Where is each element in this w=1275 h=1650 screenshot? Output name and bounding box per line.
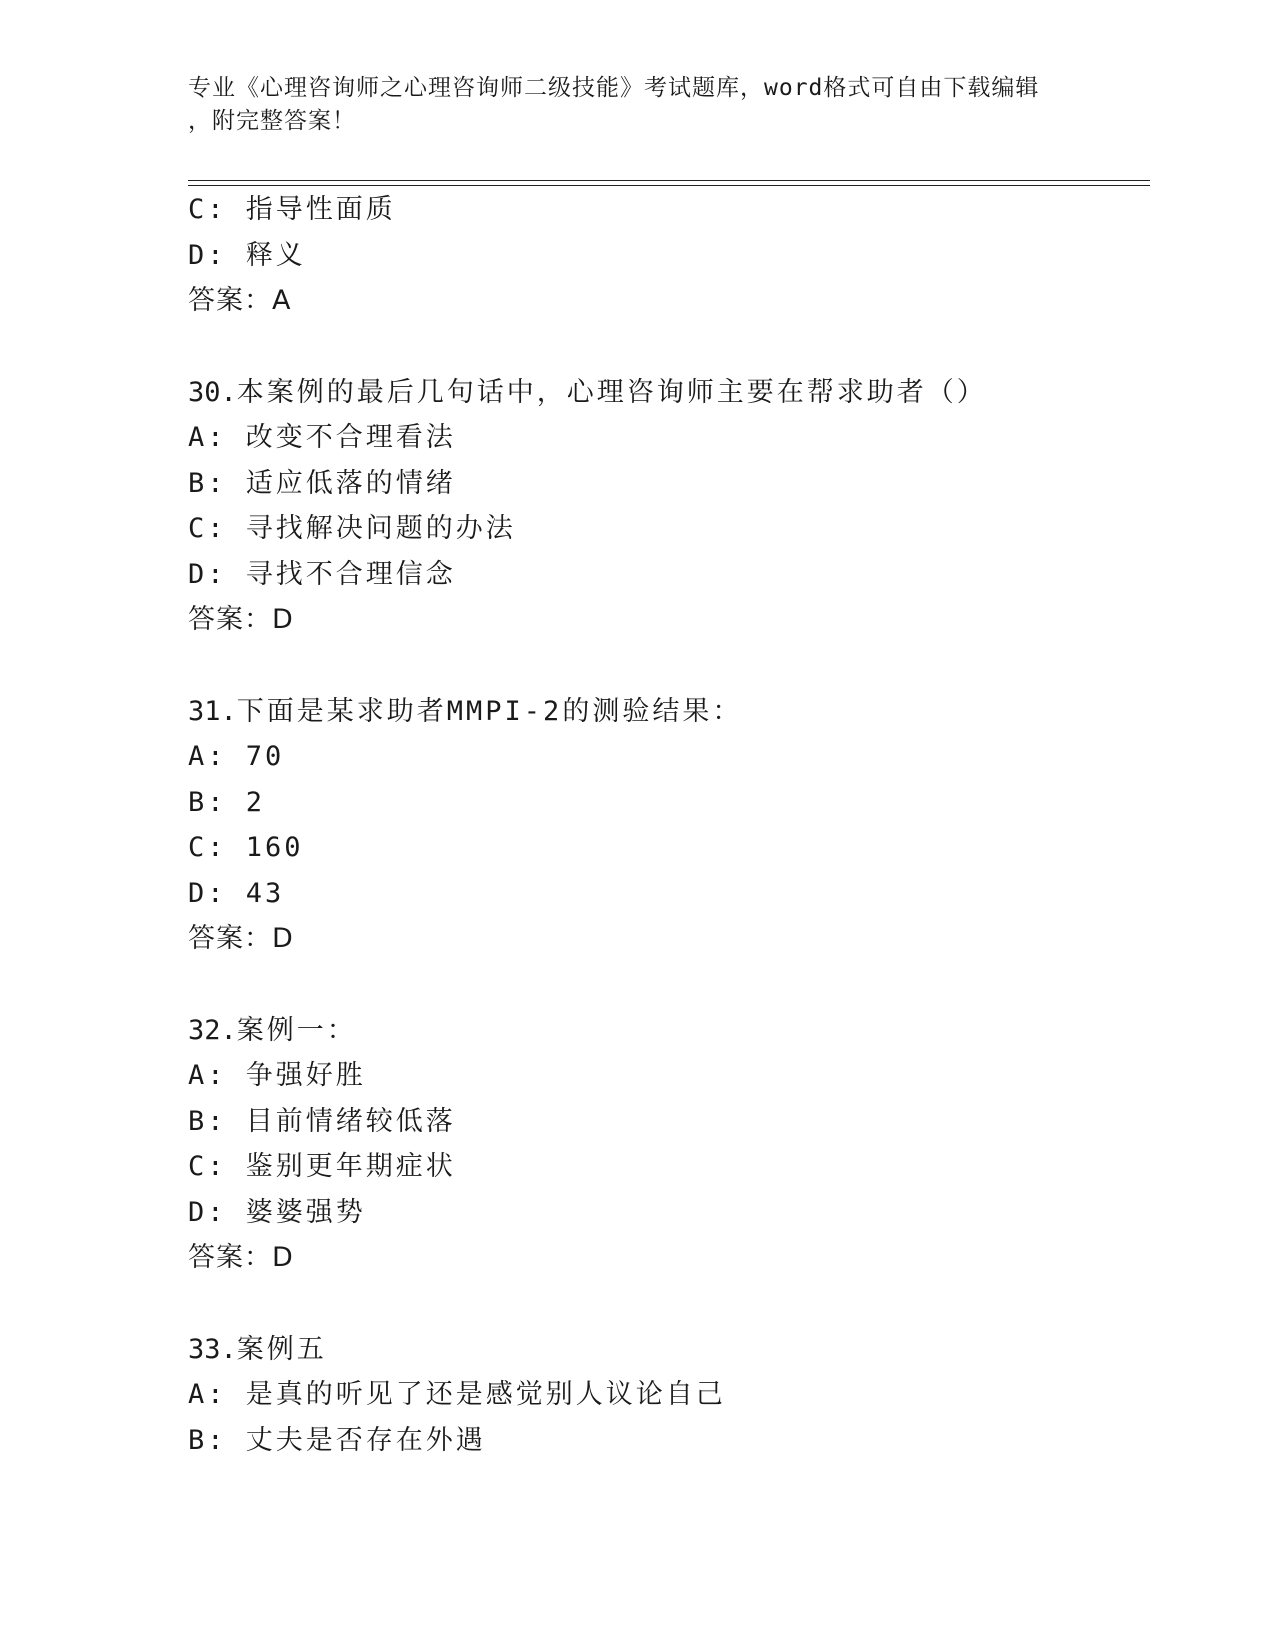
header-line-2: ，附完整答案！ xyxy=(188,108,356,134)
option-text: 寻找不合理信念 xyxy=(245,558,456,590)
option-label: A: xyxy=(188,422,227,453)
option-line xyxy=(188,1190,1148,1236)
option-label: A: xyxy=(188,1379,227,1410)
option-text: 160 xyxy=(245,832,304,863)
question-text: 本案例的最后几句话中，心理咨询师主要在帮求助者（） xyxy=(236,376,987,408)
question-text: 案例一： xyxy=(236,1014,357,1046)
option-text: 寻找解决问题的办法 xyxy=(245,513,516,544)
question-number: 33. xyxy=(188,1333,237,1365)
option-text: 婆婆强势 xyxy=(245,1196,366,1228)
option-line xyxy=(188,1053,1148,1099)
question-32 xyxy=(188,1008,1148,1281)
question-number: 31. xyxy=(188,695,237,727)
question-stem xyxy=(188,370,1148,416)
option-label: C: xyxy=(188,194,227,225)
option-text: 争强好胜 xyxy=(245,1060,366,1091)
option-line xyxy=(188,1418,1148,1464)
option-label: D: xyxy=(188,877,227,909)
option-text: 是真的听见了还是感觉别人议论自己 xyxy=(245,1379,726,1410)
question-33 xyxy=(188,1327,1148,1464)
option-line xyxy=(188,1099,1148,1145)
question-text: 案例五 xyxy=(236,1333,327,1365)
option-label: B: xyxy=(188,467,227,499)
option-label: D: xyxy=(188,1196,227,1228)
option-line xyxy=(188,780,1148,826)
option-line xyxy=(188,1144,1148,1190)
spacer xyxy=(188,962,1148,1008)
option-line xyxy=(188,415,1148,461)
option-line xyxy=(188,552,1148,598)
option-label: A: xyxy=(188,1060,227,1091)
option-label: B: xyxy=(188,1424,227,1456)
answer-line: 答案：A xyxy=(188,285,292,316)
option-text: 适应低落的情绪 xyxy=(245,467,456,499)
option-line xyxy=(188,187,1148,233)
question-list xyxy=(188,187,1148,1463)
option-label: C: xyxy=(188,832,227,863)
option-line xyxy=(188,1372,1148,1418)
header-divider-bottom xyxy=(188,185,1150,186)
option-text: 释义 xyxy=(245,239,306,271)
option-line xyxy=(188,825,1148,871)
question-text: 下面是某求助者MMPI-2的测验结果： xyxy=(236,695,743,727)
option-label: B: xyxy=(188,1105,227,1137)
option-label: D: xyxy=(188,239,227,271)
answer-line: 答案：D xyxy=(188,1242,294,1273)
option-line xyxy=(188,506,1148,552)
option-label: C: xyxy=(188,1151,227,1182)
option-label: A: xyxy=(188,741,227,772)
option-line xyxy=(188,871,1148,917)
option-text: 目前情绪较低落 xyxy=(245,1105,456,1137)
question-stem xyxy=(188,689,1148,735)
option-label: D: xyxy=(188,558,227,590)
spacer xyxy=(188,324,1148,370)
option-text: 70 xyxy=(245,741,285,772)
answer-line: 答案：D xyxy=(188,604,294,635)
header-line-1: 专业《心理咨询师之心理咨询师二级技能》考试题库，word格式可自由下载编辑 xyxy=(188,75,1040,101)
spacer xyxy=(188,643,1148,689)
question-31 xyxy=(188,689,1148,962)
question-partial xyxy=(188,187,1148,324)
question-number: 32. xyxy=(188,1014,237,1046)
spacer xyxy=(188,1281,1148,1327)
option-line xyxy=(188,734,1148,780)
question-number: 30. xyxy=(188,376,237,408)
option-text: 丈夫是否存在外遇 xyxy=(245,1424,486,1456)
header-divider-top xyxy=(188,180,1150,181)
option-line xyxy=(188,233,1148,279)
question-stem xyxy=(188,1327,1148,1373)
option-line xyxy=(188,461,1148,507)
option-text: 2 xyxy=(245,786,266,818)
option-label: B: xyxy=(188,786,227,818)
option-text: 指导性面质 xyxy=(245,194,396,225)
question-30 xyxy=(188,370,1148,643)
option-text: 改变不合理看法 xyxy=(245,422,456,453)
option-text: 鉴别更年期症状 xyxy=(245,1151,456,1182)
option-text: 43 xyxy=(245,877,285,909)
answer-line: 答案：D xyxy=(188,923,294,954)
document-header xyxy=(188,72,1088,138)
option-label: C: xyxy=(188,513,227,544)
question-stem xyxy=(188,1008,1148,1054)
